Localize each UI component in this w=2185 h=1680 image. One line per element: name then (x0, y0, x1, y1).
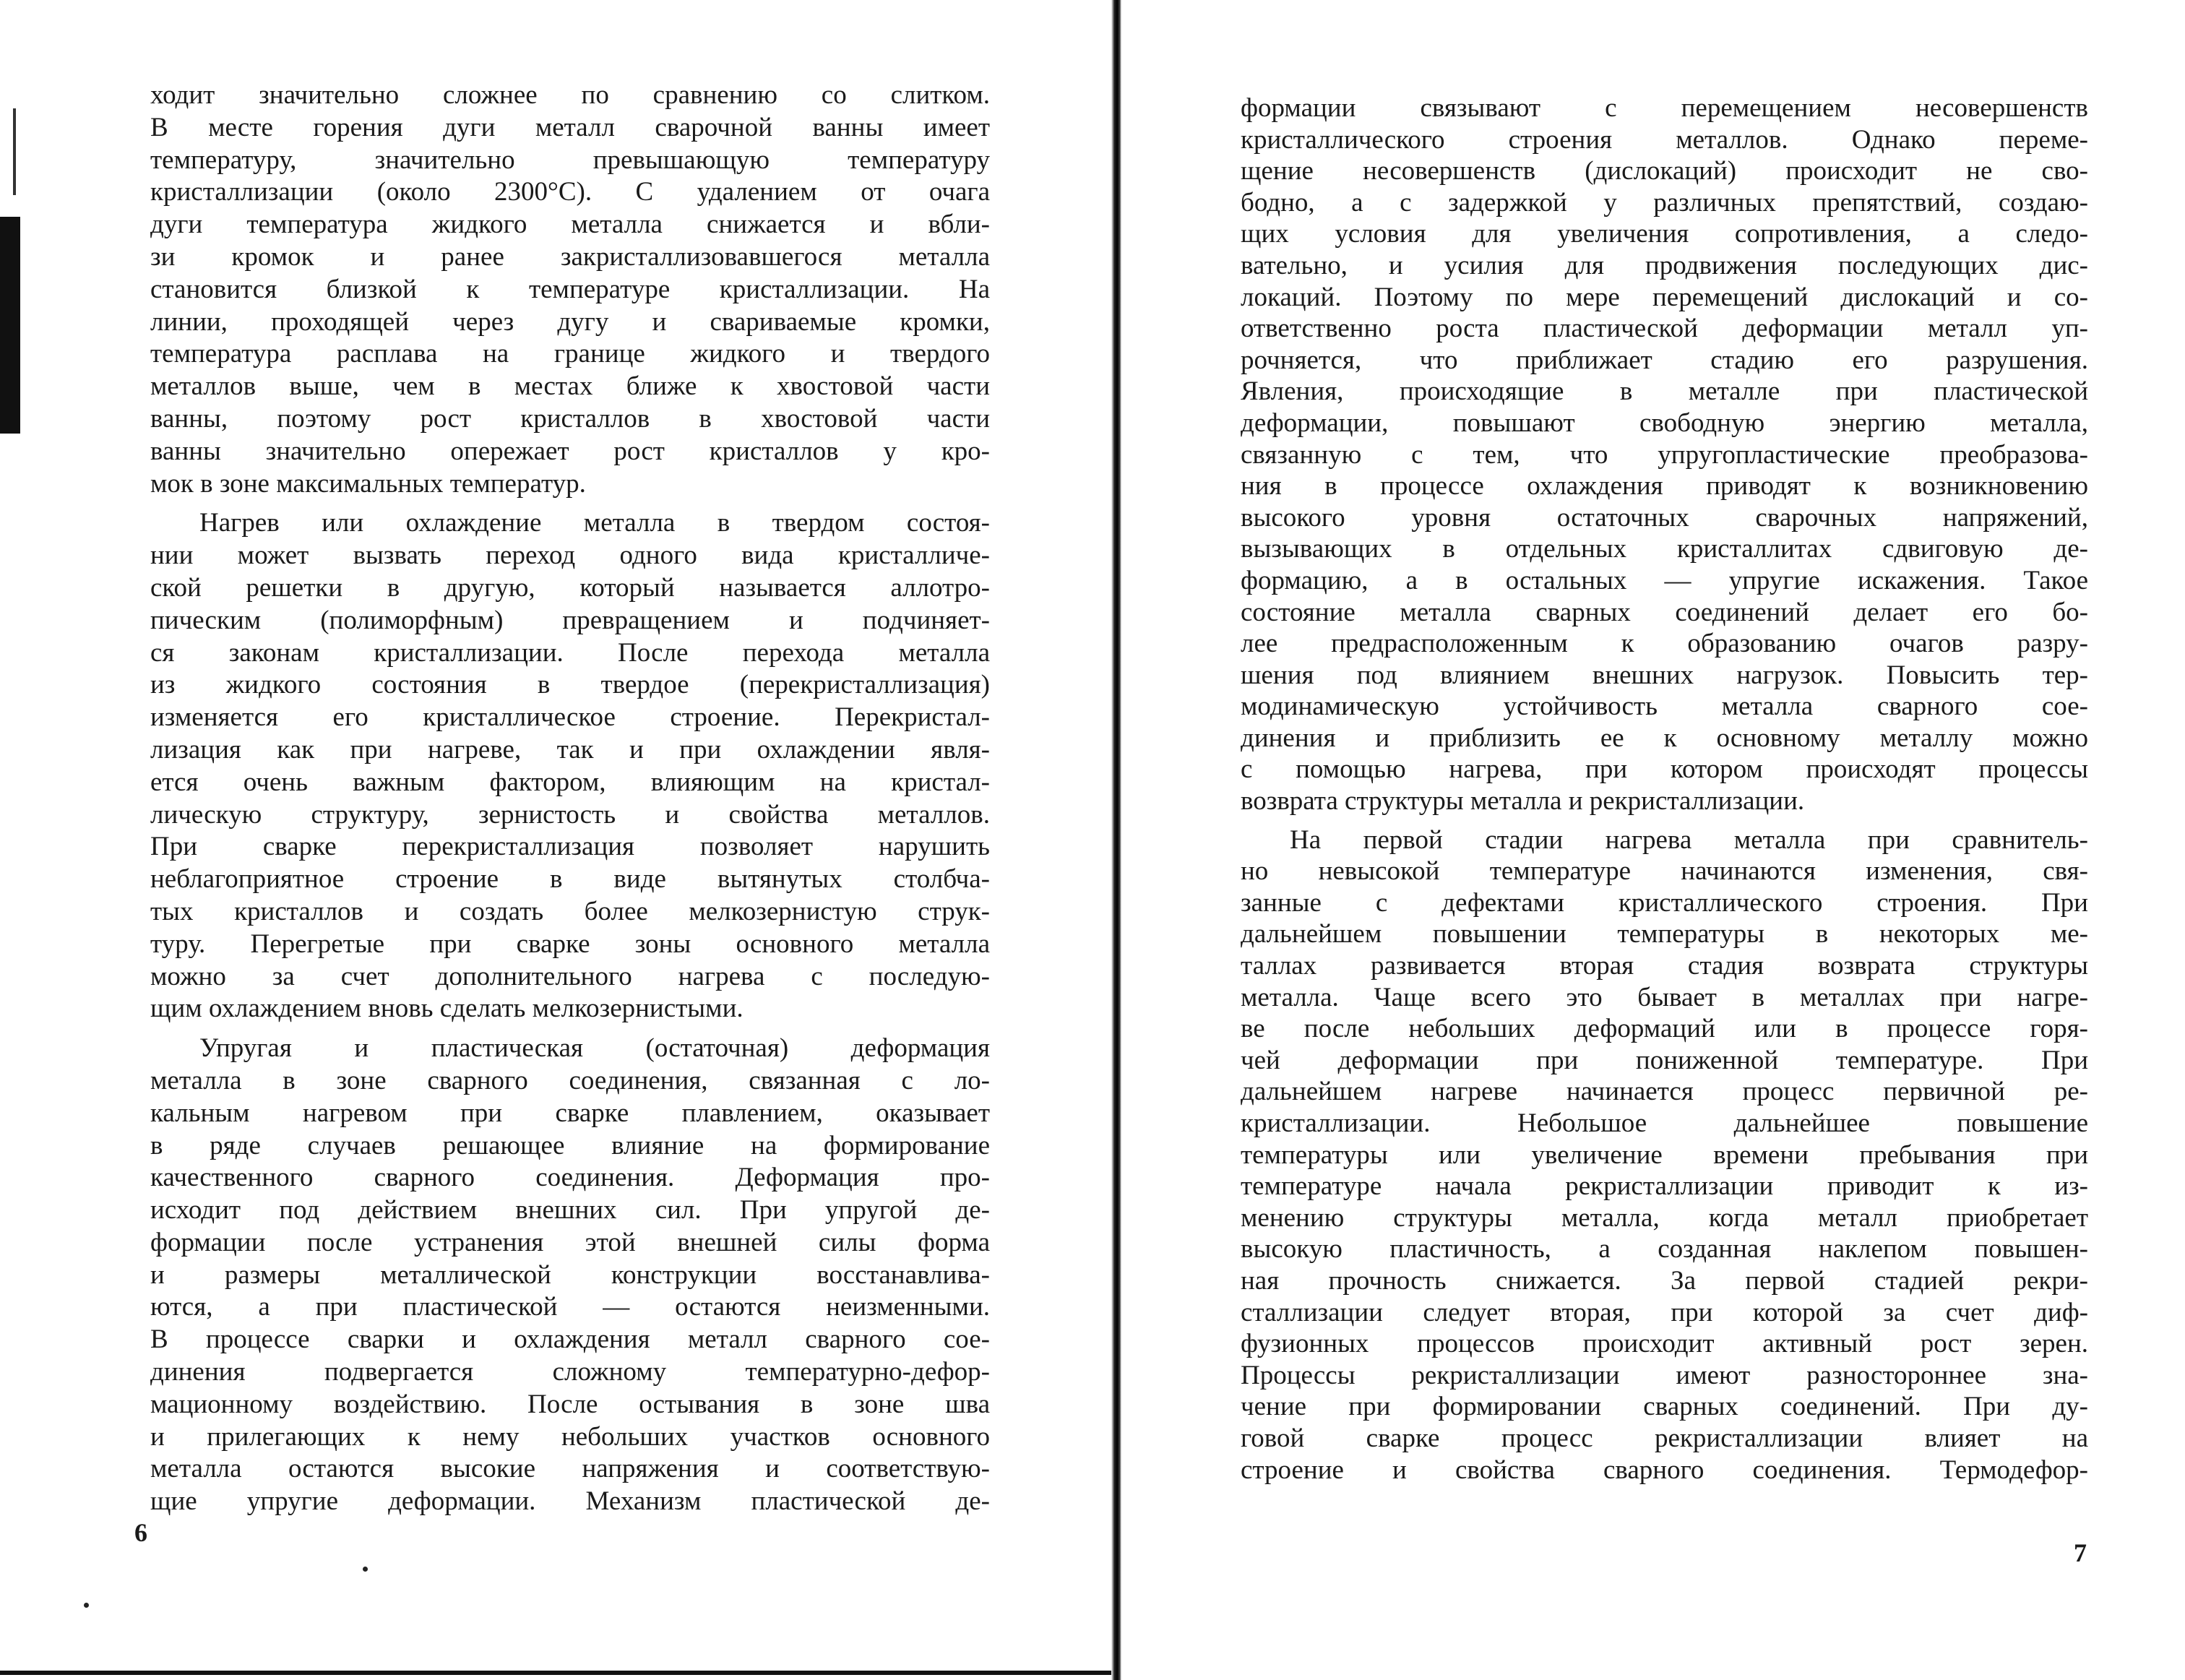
page-text (1241, 92, 2088, 1486)
text-line: Процессы рекристаллизации имеют разностороннее зна- (1241, 1360, 2088, 1390)
text-line: дуги температура жидкого металла снижается и вбли- (150, 210, 990, 240)
text-line: связанную с тем, что упругопластические преобразова- (1241, 439, 2088, 470)
page-right (1127, 0, 2185, 1680)
text-line: кристаллического строения металлов. Однако переме- (1241, 124, 2088, 155)
text-line: состояние металла сварных соединений делает его бо- (1241, 597, 2088, 627)
text-line: чей деформации при пониженной температуре. При (1241, 1045, 2088, 1075)
text-line: лическую структуру, зернистость и свойства металлов. (150, 799, 990, 830)
text-line: рочняется, что приближает стадию его разрушения. (1241, 345, 2088, 375)
text-line: При сварке перекристаллизация позволяет нарушить (150, 832, 990, 862)
text-line: щих условия для увеличения сопротивления, а следо- (1241, 219, 2088, 249)
text-line: и прилегающих к нему небольших участков основного (150, 1421, 990, 1452)
text-line: В месте горения дуги металл сварочной ванны имеет (150, 112, 990, 142)
text-line: но невысокой температуре начинаются изменения, свя- (1241, 856, 2088, 887)
paragraph (150, 79, 990, 500)
text-line: из жидкого состояния в твердое (перекристаллизация) (150, 670, 990, 700)
text-line: температуры или увеличение времени пребывания при (1241, 1140, 2088, 1170)
text-line: качественного сварного соединения. Деформация про- (150, 1163, 990, 1193)
text-line: ная прочность снижается. За первой стадией рекри- (1241, 1265, 2088, 1296)
text-line: модинамическую устойчивость металла сварного сое- (1241, 692, 2088, 722)
page-number: 6 (134, 1518, 147, 1547)
text-line: и размеры металлической конструкции восстанавлива- (150, 1259, 990, 1290)
paragraph (1241, 824, 2088, 1486)
text-line: ются, а при пластической — остаются неизменными. (150, 1292, 990, 1322)
paragraph (150, 1033, 990, 1518)
text-line: занные с дефектами кристаллического строения. При (1241, 887, 2088, 918)
text-line: лее предрасположенным к образованию очагов разру- (1241, 629, 2088, 659)
text-line: формацию, а в остальных — упругие искажения. Такое (1241, 565, 2088, 595)
text-line: дальнейшем нагреве начинается процесс первичной ре- (1241, 1077, 2088, 1107)
text-line: деформации, повышают свободную энергию металла, (1241, 408, 2088, 438)
text-line: ответственно роста пластической деформации металл уп- (1241, 314, 2088, 344)
text-line: металла в зоне сварного соединения, связанная с ло- (150, 1065, 990, 1095)
text-line: изменяется его кристаллическое строение. Перекристал- (150, 702, 990, 733)
text-line: зи кромок и ранее закристаллизовавшегося металла (150, 241, 990, 272)
text-line: пическим (полиморфным) превращением и подчиняет- (150, 605, 990, 635)
text-line: линии, проходящей через дугу и свариваемые кромки, (150, 306, 990, 337)
text-line: температура расплава на границе жидкого и твердого (150, 339, 990, 369)
text-line: металла. Чаще всего это бывает в металлах при нагре- (1241, 982, 2088, 1012)
text-line: вательно, и усилия для продвижения последующих дис- (1241, 250, 2088, 280)
text-line: температуре начала рекристаллизации приводит к из- (1241, 1171, 2088, 1202)
text-line: с помощью нагрева, при котором происходят процессы (1241, 754, 2088, 785)
text-line: локаций. Поэтому по мере перемещений дислокаций и со- (1241, 282, 2088, 312)
text-line: щим охлаждением вновь сделать мелкозернистыми. (150, 994, 744, 1024)
text-line: мок в зоне максимальных температур. (150, 468, 586, 499)
text-line: динения подвергается сложному температурно-дефор- (150, 1357, 990, 1387)
text-line: ся законам кристаллизации. После перехода металла (150, 637, 990, 668)
text-line: металлов выше, чем в местах ближе к хвостовой части (150, 371, 990, 402)
text-line: щение несовершенств (дислокаций) происходит не сво- (1241, 156, 2088, 186)
text-line: бодно, а с задержкой у различных препятствий, создаю- (1241, 187, 2088, 217)
text-line: Явления, происходящие в металле при пластической (1241, 376, 2088, 407)
text-line: говой сварке процесс рекристаллизации влияет на (1241, 1423, 2088, 1453)
text-line: Нагрев или охлаждение металла в твердом состоя- (199, 508, 990, 538)
text-line: В процессе сварки и охлаждения металл сварного сое- (150, 1324, 990, 1355)
text-line: На первой стадии нагрева металла при сравнитель- (1290, 824, 2088, 855)
text-line: ходит значительно сложнее по сравнению со слитком. (150, 80, 990, 110)
text-line: нии может вызвать переход одного вида кристалличе- (150, 540, 990, 571)
text-line: дальнейшем повышении температуры в некоторых ме- (1241, 919, 2088, 949)
text-line: формации после устранения этой внешней силы форма (150, 1227, 990, 1257)
text-line: температуру, значительно превышающую температуру (150, 145, 990, 175)
text-line: тых кристаллов и создать более мелкозернистую струк- (150, 896, 990, 926)
text-line: можно за счет дополнительного нагрева с последую- (150, 961, 990, 991)
text-line: высокую пластичность, а созданная наклепом повышен- (1241, 1234, 2088, 1265)
text-line: ния в процессе охлаждения приводят к возникновению (1241, 471, 2088, 501)
text-line: ванны, поэтому рост кристаллов в хвостовой части (150, 403, 990, 434)
text-line: вызывающих в отдельных кристаллитах сдвиговую де- (1241, 534, 2088, 564)
paragraph (150, 507, 990, 1025)
text-line: высокого уровня остаточных сварочных напряжений, (1241, 502, 2088, 533)
text-line: шения под влиянием внешних нагрузок. Повысить тер- (1241, 660, 2088, 690)
text-line: возврата структуры металла и рекристаллизации. (1241, 786, 1805, 817)
page-number: 7 (2074, 1538, 2087, 1567)
text-line: металла остаются высокие напряжения и соответствую- (150, 1454, 990, 1484)
text-line: мационному воздействию. После остывания в зоне шва (150, 1389, 990, 1419)
text-line: таллах развивается вторая стадия возврата структуры (1241, 951, 2088, 981)
text-line: фузионных процессов происходит активный рост зерен. (1241, 1329, 2088, 1359)
text-line: формации связывают с перемещением несовершенств (1241, 93, 2088, 123)
text-line: неблагоприятное строение в виде вытянутых столбча- (150, 864, 990, 895)
text-line: становится близкой к температуре кристаллизации. На (150, 274, 990, 304)
text-line: щие упругие деформации. Механизм пластической де- (150, 1486, 990, 1517)
text-line: динения и приблизить ее к основному металлу можно (1241, 723, 2088, 753)
page-text (150, 79, 990, 1518)
text-line: кристаллизации (около 2300°С). С удалением от очага (150, 177, 990, 207)
text-line: кристаллизации. Небольшое дальнейшее повышение (1241, 1108, 2088, 1138)
text-line: сталлизации следует вторая, при которой за счет диф- (1241, 1297, 2088, 1327)
text-line: строение и свойства сварного соединения. Термодефор- (1241, 1455, 2088, 1485)
text-line: ской решетки в другую, который называется аллотро- (150, 572, 990, 603)
text-line: туру. Перегретые при сварке зоны основного металла (150, 929, 990, 959)
text-line: ве после небольших деформаций или в процессе горя- (1241, 1014, 2088, 1044)
paragraph (1241, 92, 2088, 817)
text-line: исходит под действием внешних сил. При упругой де- (150, 1195, 990, 1225)
text-line: кальным нагревом при сварке плавлением, оказывает (150, 1098, 990, 1128)
text-line: ется очень важным фактором, влияющим на кристал- (150, 767, 990, 797)
text-line: чение при формировании сварных соединений. При ду- (1241, 1392, 2088, 1422)
text-line: в ряде случаев решающее влияние на формирование (150, 1130, 990, 1160)
text-line: ванны значительно опережает рост кристаллов у кро- (150, 436, 990, 466)
text-line: менению структуры металла, когда металл приобретает (1241, 1202, 2088, 1233)
text-line: Упругая и пластическая (остаточная) деформация (199, 1033, 990, 1064)
text-line: лизация как при нагреве, так и при охлаждении явля- (150, 734, 990, 764)
